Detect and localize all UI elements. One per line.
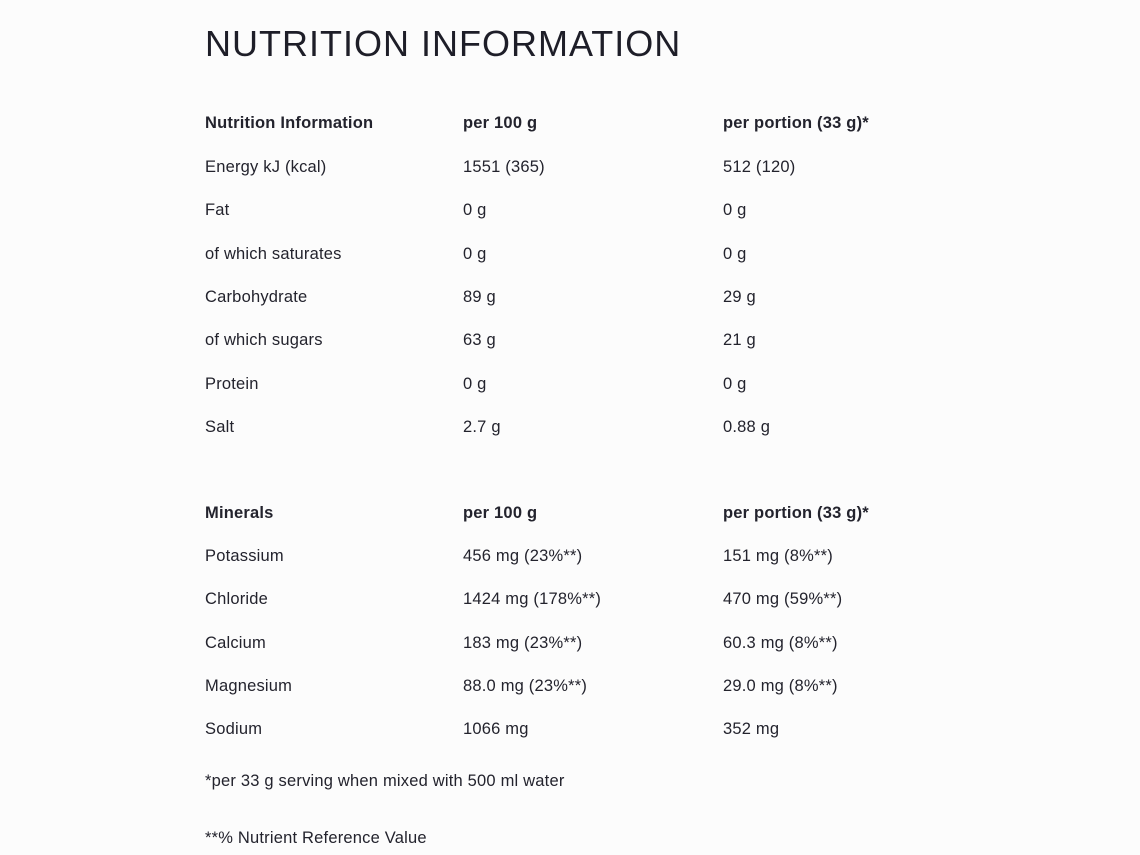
row-label: Potassium: [205, 546, 284, 565]
header-label: Nutrition Information: [205, 114, 374, 133]
minerals-table: [205, 491, 1100, 751]
row-label: Magnesium: [205, 677, 293, 696]
row-per-100g: 2.7 g: [463, 418, 501, 437]
row-label: of which saturates: [205, 244, 342, 263]
row-per-100g: 1424 mg (178%**): [463, 590, 602, 609]
footnote-nrv: **% Nutrient Reference Value: [205, 828, 427, 847]
row-per-100g: 1066 mg: [463, 720, 529, 739]
header-per-100g: per 100 g: [463, 503, 538, 522]
row-label: Sodium: [205, 720, 263, 739]
row-per-portion: 60.3 mg (8%**): [723, 633, 838, 652]
row-per-100g: 0 g: [463, 244, 487, 263]
row-per-100g: 1551 (365): [463, 157, 545, 176]
page-title: NUTRITION INFORMATION: [205, 23, 682, 64]
row-per-portion: 29.0 mg (8%**): [723, 677, 838, 696]
row-per-portion: 0 g: [723, 244, 747, 263]
row-per-portion: 512 (120): [723, 157, 796, 176]
row-per-portion: 151 mg (8%**): [723, 546, 833, 565]
row-per-100g: 0 g: [463, 374, 487, 393]
row-per-portion: 470 mg (59%**): [723, 590, 843, 609]
row-label: of which sugars: [205, 331, 323, 350]
row-per-portion: 21 g: [723, 331, 756, 350]
footnote-serving: *per 33 g serving when mixed with 500 ml water: [205, 771, 565, 790]
row-per-portion: 29 g: [723, 287, 756, 306]
row-per-portion: 0 g: [723, 201, 747, 220]
row-per-100g: 88.0 mg (23%**): [463, 677, 588, 696]
header-label: Minerals: [205, 503, 274, 522]
row-per-100g: 183 mg (23%**): [463, 633, 583, 652]
row-per-100g: 456 mg (23%**): [463, 546, 583, 565]
row-label: Fat: [205, 201, 230, 220]
nutrition-information-table: [205, 102, 1100, 449]
row-label: Chloride: [205, 590, 269, 609]
row-per-portion: 0.88 g: [723, 418, 771, 437]
header-per-100g: per 100 g: [463, 114, 538, 133]
header-per-portion: per portion (33 g)*: [723, 114, 869, 133]
row-label: Salt: [205, 418, 235, 437]
row-per-100g: 89 g: [463, 287, 496, 306]
row-label: Protein: [205, 374, 259, 393]
header-per-portion: per portion (33 g)*: [723, 503, 869, 522]
row-per-100g: 0 g: [463, 201, 487, 220]
row-label: Energy kJ (kcal): [205, 157, 327, 176]
row-label: Carbohydrate: [205, 287, 308, 306]
row-per-portion: 352 mg: [723, 720, 780, 739]
row-label: Calcium: [205, 633, 266, 652]
row-per-100g: 63 g: [463, 331, 496, 350]
row-per-portion: 0 g: [723, 374, 747, 393]
